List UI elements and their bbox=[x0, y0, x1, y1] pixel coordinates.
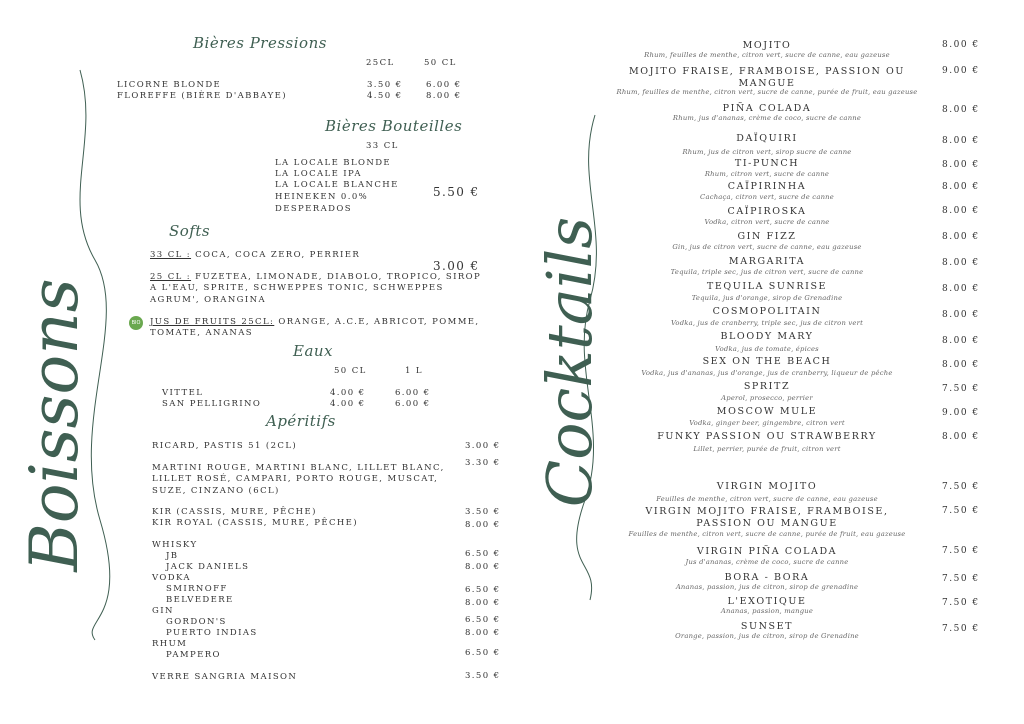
spirit-price: 6.50 € bbox=[465, 648, 501, 658]
virgin-cocktail-desc: Orange, passion, jus de citron, sirop de Grenadine bbox=[675, 632, 859, 640]
bb-item: HEINEKEN 0.0% bbox=[275, 192, 369, 202]
bb-item: LA LOCALE BLANCHE bbox=[275, 180, 399, 190]
spirit-category: WHISKY bbox=[152, 540, 198, 550]
eaux-item-price: 6.00 € bbox=[395, 388, 431, 398]
eaux-item-price: 4.00 € bbox=[330, 388, 366, 398]
cocktail-desc: Cachaça, citron vert, sucre de canne bbox=[700, 193, 834, 201]
softs-title: Softs bbox=[169, 222, 211, 240]
cocktail-title: CAÏPIROSKA bbox=[727, 206, 807, 217]
virgin-cocktail-desc: Ananas, passion, jus de citron, sirop de grenadine bbox=[675, 583, 859, 591]
aperitif-item: MARTINI ROUGE, MARTINI BLANC, LILLET BLANC, bbox=[152, 463, 445, 473]
cocktail-title: DAÏQUIRI bbox=[736, 133, 798, 144]
jus-label: JUS DE FRUITS 25CL: bbox=[150, 317, 275, 327]
bb-item: LA LOCALE BLONDE bbox=[275, 158, 392, 168]
virgin-cocktail-title: PASSION OU MANGUE bbox=[696, 518, 838, 529]
cocktail-desc: Rhum, jus de citron vert, sirop sucre de canne bbox=[682, 148, 852, 156]
virgin-cocktail-title: BORA - BORA bbox=[724, 572, 810, 583]
virgin-cocktail-desc: Ananas, passion, mangue bbox=[720, 607, 814, 615]
bp-col-25cl: 25CL bbox=[366, 58, 395, 68]
bp-item-name: LICORNE BLONDE bbox=[117, 80, 222, 90]
cocktail-price: 8.00 € bbox=[942, 160, 980, 170]
cocktail-price: 8.00 € bbox=[942, 40, 980, 50]
cocktail-desc: Rhum, feuilles de menthe, citron vert, sucre de canne, eau gazeuse bbox=[644, 51, 890, 59]
cocktail-price: 7.50 € bbox=[942, 384, 980, 394]
eaux-item-name: VITTEL bbox=[162, 388, 204, 398]
virgin-cocktail-price: 7.50 € bbox=[942, 598, 980, 608]
cocktail-desc: Aperol, prosecco, perrier bbox=[721, 394, 813, 402]
spirit-item: GORDON'S bbox=[166, 617, 227, 627]
bp-item-price: 8.00 € bbox=[426, 91, 462, 101]
softs-line bbox=[150, 272, 481, 283]
aperitif-item: RICARD, PASTIS 51 (2CL) bbox=[152, 441, 298, 451]
jus-line bbox=[150, 317, 480, 328]
bieres-bouteilles-title: Bières Bouteilles bbox=[325, 117, 463, 135]
cocktail-title: MOSCOW MULE bbox=[716, 406, 818, 417]
spirit-item: PAMPERO bbox=[166, 650, 221, 660]
cocktail-price: 8.00 € bbox=[942, 310, 980, 320]
cocktail-title: PIÑA COLADA bbox=[722, 103, 812, 114]
bieres-pressions-title: Bières Pressions bbox=[193, 34, 327, 52]
aperitif-item: LILLET ROSÉ, CAMPARI, PORTO ROUGE, MUSCAT, bbox=[152, 474, 439, 484]
cocktail-title: MARGARITA bbox=[728, 256, 806, 267]
aperitif-item: KIR (CASSIS, MURE, PÊCHE) bbox=[152, 507, 317, 517]
cocktail-title: MOJITO bbox=[742, 40, 792, 51]
cocktail-title: FUNKY PASSION OU STRAWBERRY bbox=[657, 431, 877, 442]
spirit-price: 6.50 € bbox=[465, 615, 501, 625]
cocktail-desc: Vodka, jus de tomate, épices bbox=[715, 345, 819, 353]
cocktail-title: SPRITZ bbox=[743, 381, 791, 392]
jus-text: ORANGE, A.C.E, ABRICOT, POMME, bbox=[274, 317, 480, 327]
bp-item-price: 6.00 € bbox=[426, 80, 462, 90]
bp-item-name: FLOREFFE (BIÈRE D'ABBAYE) bbox=[117, 91, 287, 101]
softs-size-label: 25 CL : bbox=[150, 272, 192, 282]
virgin-cocktail-desc: Jus d'ananas, crème de coco, sucre de canne bbox=[685, 558, 849, 566]
aperitif-price: 3.00 € bbox=[465, 441, 501, 451]
spirit-price: 8.00 € bbox=[465, 628, 501, 638]
virgin-cocktail-title: L'EXOTIQUE bbox=[727, 596, 807, 607]
cocktail-title: SEX ON THE BEACH bbox=[702, 356, 832, 367]
cocktail-desc: Vodka, citron vert, sucre de canne bbox=[704, 218, 830, 226]
spirit-item: SMIRNOFF bbox=[166, 584, 228, 594]
cocktail-price: 8.00 € bbox=[942, 432, 980, 442]
virgin-cocktail-title: VIRGIN PIÑA COLADA bbox=[696, 546, 838, 557]
spirit-category: GIN bbox=[152, 606, 174, 616]
cocktail-title: TEQUILA SUNRISE bbox=[706, 281, 828, 292]
aperitif-item: SUZE, CINZANO (6CL) bbox=[152, 486, 280, 496]
eaux-col-50cl: 50 CL bbox=[334, 366, 367, 376]
aperitif-price: 8.00 € bbox=[465, 520, 501, 530]
cocktail-price: 8.00 € bbox=[942, 336, 980, 346]
aperitif-item: KIR ROYAL (CASSIS, MURE, PÊCHE) bbox=[152, 518, 358, 528]
cocktail-desc: Rhum, jus d'ananas, crème de coco, sucre de canne bbox=[672, 114, 862, 122]
cocktail-title: COSMOPOLITAIN bbox=[712, 306, 822, 317]
spirit-item: BELVEDERE bbox=[166, 595, 234, 605]
bp-col-50cl: 50 CL bbox=[424, 58, 457, 68]
aperitif-price: 3.30 € bbox=[465, 458, 501, 468]
eaux-item-price: 4.00 € bbox=[330, 399, 366, 409]
virgin-cocktail-price: 7.50 € bbox=[942, 506, 980, 516]
softs-price: 3.00 € bbox=[433, 259, 480, 273]
virgin-cocktail-price: 7.50 € bbox=[942, 482, 980, 492]
spirit-price: 8.00 € bbox=[465, 562, 501, 572]
aperitif-price: 3.50 € bbox=[465, 671, 501, 681]
bp-item-price: 4.50 € bbox=[367, 91, 403, 101]
bb-price: 5.50 € bbox=[433, 185, 480, 199]
eaux-item-price: 6.00 € bbox=[395, 399, 431, 409]
virgin-cocktail-title: VIRGIN MOJITO FRAISE, FRAMBOISE, bbox=[645, 506, 889, 517]
bb-size: 33 CL bbox=[366, 141, 399, 151]
boissons-vertical-title: Boissons bbox=[16, 278, 93, 572]
virgin-cocktail-price: 7.50 € bbox=[942, 574, 980, 584]
cocktails-vertical-title: Cocktails bbox=[533, 216, 606, 508]
cocktail-price: 9.00 € bbox=[942, 408, 980, 418]
cocktail-desc: Tequila, jus d'orange, sirop de Grenadine bbox=[691, 294, 843, 302]
cocktail-title: GIN FIZZ bbox=[737, 231, 797, 242]
cocktail-title: MANGUE bbox=[738, 78, 796, 89]
softs-text: AGRUM', ORANGINA bbox=[150, 295, 267, 305]
cocktail-title: MOJITO FRAISE, FRAMBOISE, PASSION OU bbox=[628, 66, 906, 77]
cocktail-desc: Tequila, triple sec, jus de citron vert, sucre de canne bbox=[670, 268, 864, 276]
softs-text: FUZETEA, LIMONADE, DIABOLO, TROPICO, SIROP bbox=[191, 272, 482, 282]
virgin-cocktail-price: 7.50 € bbox=[942, 624, 980, 634]
cocktail-price: 9.00 € bbox=[942, 66, 980, 76]
cocktail-price: 8.00 € bbox=[942, 360, 980, 370]
cocktail-title: TI-PUNCH bbox=[734, 158, 800, 169]
cocktail-title: BLOODY MARY bbox=[720, 331, 814, 342]
spirit-item: JB bbox=[166, 551, 179, 561]
cocktail-price: 8.00 € bbox=[942, 284, 980, 294]
bb-item: LA LOCALE IPA bbox=[275, 169, 362, 179]
cocktail-desc: Lillet, perrier, purée de fruit, citron vert bbox=[693, 445, 841, 453]
virgin-cocktail-price: 7.50 € bbox=[942, 546, 980, 556]
cocktail-price: 8.00 € bbox=[942, 136, 980, 146]
spirit-price: 6.50 € bbox=[465, 585, 501, 595]
eaux-item-name: SAN PELLIGRINO bbox=[162, 399, 262, 409]
cocktail-title: CAÏPIRINHA bbox=[727, 181, 807, 192]
softs-line bbox=[150, 250, 360, 261]
spirit-price: 6.50 € bbox=[465, 549, 501, 559]
cocktail-price: 8.00 € bbox=[942, 206, 980, 216]
eaux-col-1l: 1 L bbox=[405, 366, 423, 376]
virgin-cocktail-desc: Feuilles de menthe, citron vert, sucre de canne, eau gazeuse bbox=[656, 495, 878, 503]
softs-text: A L'EAU, SPRITE, SCHWEPPES TONIC, SCHWEPPES bbox=[150, 283, 444, 293]
aperitifs-title: Apéritifs bbox=[266, 412, 336, 430]
cocktail-price: 8.00 € bbox=[942, 258, 980, 268]
aperitif-item: VERRE SANGRIA MAISON bbox=[152, 672, 298, 682]
spirit-category: RHUM bbox=[152, 639, 188, 649]
cocktail-price: 8.00 € bbox=[942, 182, 980, 192]
jus-text: TOMATE, ANANAS bbox=[150, 328, 254, 338]
softs-size-label: 33 CL : bbox=[150, 250, 192, 260]
virgin-cocktail-desc: Feuilles de menthe, citron vert, sucre de canne, purée de fruit, eau gazeuse bbox=[628, 530, 906, 538]
softs-text: COCA, COCA ZERO, PERRIER bbox=[191, 250, 361, 260]
spirit-price: 8.00 € bbox=[465, 598, 501, 608]
cocktail-desc: Rhum, feuilles de menthe, citron vert, sucre de canne, purée de fruit, eau gazeuse bbox=[616, 88, 918, 96]
bb-item: DESPERADOS bbox=[275, 204, 352, 214]
cocktail-desc: Vodka, jus de cranberry, triple sec, jus de citron vert bbox=[670, 319, 864, 327]
bio-leaf-icon: BIO bbox=[129, 316, 143, 330]
cocktail-desc: Vodka, jus d'ananas, jus d'orange, jus de cranberry, liqueur de pêche bbox=[641, 369, 893, 377]
bp-item-price: 3.50 € bbox=[367, 80, 403, 90]
cocktail-desc: Gin, jus de citron vert, sucre de canne, eau gazeuse bbox=[672, 243, 862, 251]
virgin-cocktail-title: SUNSET bbox=[740, 621, 794, 632]
cocktail-desc: Vodka, ginger beer, gingembre, citron vert bbox=[689, 419, 845, 427]
cocktail-desc: Rhum, citron vert, sucre de canne bbox=[704, 170, 830, 178]
eaux-title: Eaux bbox=[293, 342, 334, 360]
cocktail-price: 8.00 € bbox=[942, 232, 980, 242]
virgin-cocktail-title: VIRGIN MOJITO bbox=[716, 481, 818, 492]
spirit-item: JACK DANIELS bbox=[166, 562, 250, 572]
cocktail-price: 8.00 € bbox=[942, 105, 980, 115]
aperitif-price: 3.50 € bbox=[465, 507, 501, 517]
spirit-item: PUERTO INDIAS bbox=[166, 628, 258, 638]
spirit-category: VODKA bbox=[152, 573, 191, 583]
